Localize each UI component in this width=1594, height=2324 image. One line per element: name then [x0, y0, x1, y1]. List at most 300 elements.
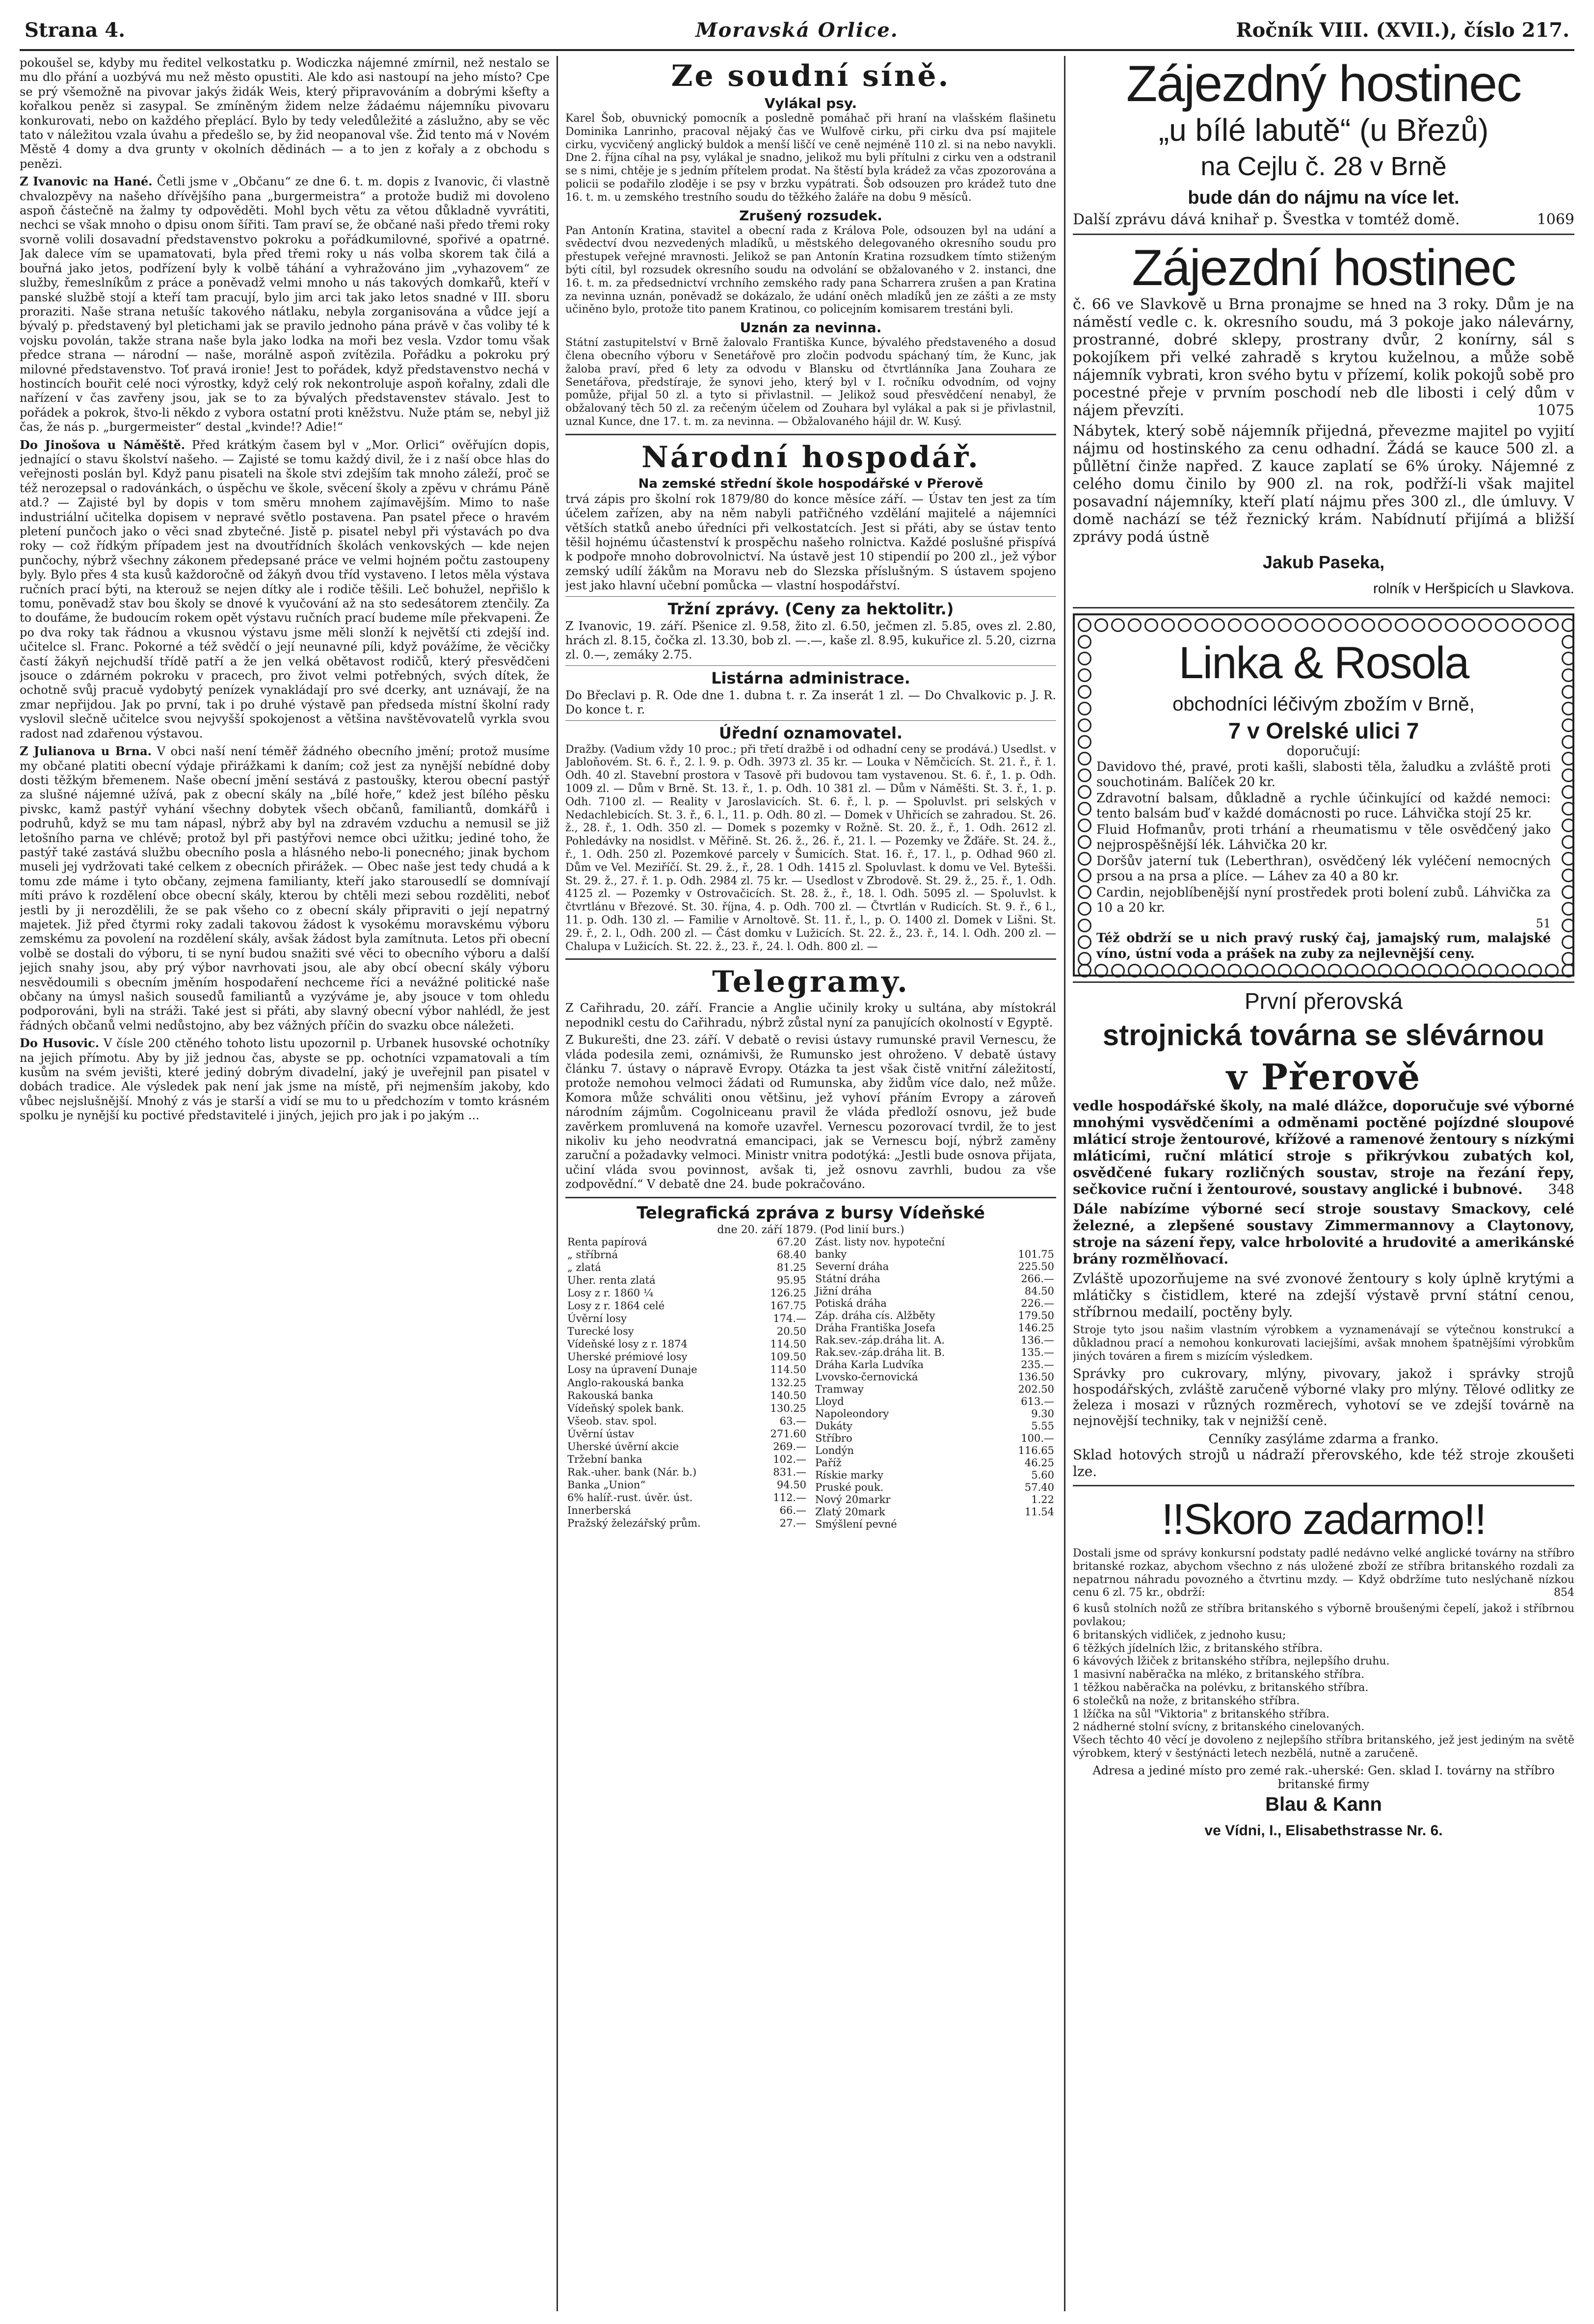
border-ring	[1078, 835, 1091, 849]
stock-row	[813, 1334, 1056, 1347]
border-ring	[1395, 618, 1408, 632]
ad-factory-city: v Přerově	[1226, 1056, 1421, 1098]
stock-row	[813, 1494, 1056, 1506]
border-ring	[1161, 964, 1175, 977]
border-ring	[1562, 869, 1574, 882]
border-ring	[1261, 618, 1275, 632]
border-ring	[1378, 618, 1392, 632]
stock-table-left	[565, 1236, 808, 1531]
stock-name: Rakouská banka	[567, 1389, 654, 1401]
ad-inn2-number: 1075	[1537, 402, 1574, 419]
border-ring	[1078, 819, 1091, 832]
divider	[1073, 234, 1574, 235]
section-heading-telegrams: Telegramy.	[712, 965, 909, 1000]
border-ring	[1562, 952, 1574, 966]
stock-price: 132.25	[770, 1376, 806, 1389]
stock-name: banky	[815, 1248, 847, 1260]
column-local-news	[20, 56, 550, 2311]
border-ring	[1562, 635, 1574, 649]
stock-price: 100.—	[1021, 1432, 1054, 1444]
stock-price: 112.—	[773, 1492, 806, 1504]
article-jinosov: Před krátkým časem byl v „Mor. Orlici“ ověřujícn dopis, jednající o stavu školství našeho. — Zajisté se tomu každý divil, že i z naší obce hlas do veřejnosti poslán byl. Když panu pisateli na škole stvi zdejším tak mnoho záleží, proč se též nerozepsal o radovánkách, o úspěchu ve škole, svěcení školy a zpěvu v chrámu Páně atd.? — Zajisté byl by dopis v tom směru mnohem zajímavějším. Mimo to naše industriální učitelka dopisem v nepravé světlo postavena. Pan psatel přece o hravém pletení punčoch jako o věci snad zbytečné. Jistě p. pisatel nebyl při výstavách po dva roky — což řídkým případem jest na dvoutřídních školách venkovských — kde nejen punčochy, nýbrž všechny zákonem předepsané práce ve velmi hojném počtu zastoupeny byly. Bylo přes 4 sta kusů každoročně od žákyň dvou tříd vystaveno. I letos měla výstava ručních prací býti, na kterouž se nejen dítky ale i rodiče těšili. Leč bohužel, nepřišlo k tomu, poněvadž stav bou školy se dnové k vyučování až na sto sedesátorem ztenčily. Za to doufáme, že budoucím rokem opět výstavu ručních prací budeme míle překvapeni. Že po dva roky tak řádnou a vkusnou výstavu jsme měli slonží k největší cti zdejší ind. učitelce sl. Franc. Pokorné a též svědčí o její neunavné píli, když povážíme, že věcičky častí žákyň nejchudší třídě patří a že jen velká obětavost rodičů, který přesvědčeni jsouce o zdárném pokroku v pracech, pro život velmi potřebných, svých dítek, že ochotně svůj pracuě vydobytý penízek vynakládají pro své dcerky, ant uznávají, že na zmar nepřijdou. Jak po první, tak i po druhé výstavě pan předseda místní školní rady vyslovil slečně učitelce svou nejvyšší spokojenost a většina navštěvovatelů vyrkla svou radost nad zdařenou výstavou.	[20, 438, 550, 740]
stock-row	[565, 1428, 808, 1441]
stock-name: Státní dráha	[815, 1272, 880, 1285]
border-ring	[1094, 618, 1108, 632]
telegram-cairo: Z Cařihradu, 20. září. Francie a Anglie učinily kroky u sultána, aby místokrál nepodnikl cestu do Cařihradu, nýbrž zůstal nyní za panujících okolností v Egyptě.	[565, 1001, 1056, 1030]
border-ring	[1261, 964, 1275, 977]
article-admin: Do Břeclavi p. R. Ode dne 1. dubna t. r. Za inserát 1 zl. — Do Chvalkovic p. J. R. Do konce t. r.	[565, 688, 1056, 717]
article-rozsudek: Pan Antonín Kratina, stavitel a obecní rada z Králova Pole, odsouzen byl na udání a svědectví dvou nezvedených mladíků, u městského delegovaného okresního soudu pro přestupek veřejné mravnosti. Jelikož se pan Antonín Kratina rozsudkem tímto stiženým býti cítil, byl rozsudek okresního soudu na odvolání se obžalovaného v 2. instanci, dne 16. t. m. za předsednictví vrchního zemského rady pana Scharrera zrušen a pan Kratina za nevinna uznán, poněvadž se dokázalo, že udání oněch mladíků jen ze zášti a ze msty učiněno bylo, protože tito panem Kratinou, co policejním komisarem trestáni byli.	[565, 224, 1056, 316]
border-ring	[1078, 685, 1091, 699]
divider	[565, 1197, 1056, 1198]
ad-factory-catalog: Cenníky zasýláme zdarma a franko.	[1208, 1432, 1439, 1447]
stock-name: Smýšlení pevné	[815, 1518, 897, 1530]
stock-price: 102.—	[773, 1453, 806, 1465]
border-ring	[1078, 935, 1091, 949]
border-ring	[1211, 964, 1225, 977]
stock-row	[565, 1517, 808, 1530]
ad-pharmacy-recommend: doporučují:	[1286, 744, 1361, 759]
stock-price: 84.50	[1024, 1285, 1054, 1297]
border-ring	[1078, 852, 1091, 866]
stock-name: Lvovsko-černovická	[815, 1371, 918, 1383]
stock-row	[813, 1396, 1056, 1408]
stock-name: Napoleondory	[815, 1407, 889, 1420]
article-ivanovice: Četli jsme v „Občanu“ ze dne 6. t. m. dopis z Ivanovic, či vlastně chvalozpěvy na našeho dřívějšího pana „burgermeistra“ a protože budiž mi dovoleno aspoň částečně na žalmy ty odpověděti. Mohl bych větu za větou důkladně vyvrátiti, nechci se však mnoho o dpisu onom šířiti. Tam praví se, že občané naši předo třemi roky svorně volili dosavadní představenstvo pokroku a pořádkumilovné, spořivé a opatrné. Jak dalece vím se upamatovati, byla před třemi roky u nás volba skorem tak čilá a bouřná jako jetos, podřízení byly k volbě táhání a vyhražováno jim „vyhazovem“ ze služby, řemeslníkům z práce a poněvadž velmi mnoho u nás takových domkařů, kteří v panské službě stojí a kteří tam pracují, bylo jim arci tak jako letos snadné v III. sboru proraziti. Naše strana netušíc takového nátlaku, nebyla zorganisována a vůdce její a bývalý p. představený byl pletichami jak se pravilo jednoho pána právě v čas voliby té k vojsku povolán, takže strana naše byla jako lodka na moři bez vesla. Vzdor tomu však předce strana — národní — naše, morálně aspoň zvítězila. Pořádku a pokroku prý milovné představenstvo. Toť pravá ironie! Jest to pořádek, když představenstvo nechá v hostincích bouřit celé noci výrostky, když celý rok nekontroluje aspoň kořalny, zdali dle nařízení v čas zavřeny jsou, jak se to za bývalých představenstev stávalo. Jest to pořádek a pokrok, štvo-li někdo z vybora ostatní proti kněžstvu. Nuže ptám se, nebyl již čas, že nás p. „burgermeister“ destal „kvinde!? Adie!“	[20, 175, 550, 434]
ad-silver-item: 1 masivní naběračka na mléko, z britanského stříbra.	[1073, 1668, 1365, 1681]
border-ring	[1178, 964, 1192, 977]
stock-row	[813, 1310, 1056, 1322]
column-rule-2	[1064, 56, 1065, 2311]
subheading-nevinna: Uznán za nevinna.	[740, 319, 882, 336]
divider	[1073, 1485, 1574, 1486]
border-ring	[1094, 964, 1108, 977]
border-ring	[1445, 618, 1459, 632]
ad-pharmacy-number: 51	[1536, 917, 1551, 930]
page-header	[20, 15, 1574, 51]
border-ring	[1228, 964, 1242, 977]
article-school: trvá zápis pro školní rok 1879/80 do konce měsíce září. — Ústav ten jest za tím účelem zařízen, aby na něm nabyli patřičného vzdělání majitelé a nájemníci větších statků anebo úředníci při velkostatcích. Jest si přáti, aby se ústav tento těšil hojnému účastenství k prospěchu našeho rolnictva. Každé poslušné přispívá k podpoře mnoho dobrovolnictví. Na ústavě jest 10 stipendií po 200 zl., jež výbor zemský udílí žákům na Moravu neb do Slezska příslušným. S ústavem spojeno jest jako hlavní učební pomůcka — vlastní hospodářství.	[565, 492, 1056, 593]
border-ring	[1512, 618, 1525, 632]
border-ring	[1545, 964, 1559, 977]
ad-inn2-name: Jakub Paseka,	[1262, 552, 1385, 572]
ad-inn2-text: č. 66 ve Slavkově u Brna pronajme se hned na 3 roky. Dům je na náměstí vedle c. k. okresního soudu, má 3 pokoje jako nálevárny, prostranné, dobré sklepy, prostrany dvůr, 2 konírny, sál s pokojíkem při velké zahradě s krytou kuželnou, a může sobě nájemník vybrati, kron svého bytu v přízemí, kolik pokojů sobě pro pocestné přeje v prvním poschodí neb dle libosti i celý dům v nájem převzíti.	[1073, 296, 1574, 419]
stock-price: 5.55	[1031, 1420, 1054, 1432]
ad-silver-firm: Blau & Kann	[1265, 1793, 1382, 1815]
ad-factory-title: strojnická továrna se slévárnou	[1102, 1019, 1545, 1052]
subheading-rozsudek: Zrušený rozsudek.	[739, 207, 882, 224]
stock-price: 1.22	[1031, 1493, 1054, 1505]
stock-price	[1000, 1518, 1056, 1531]
border-ring	[1478, 618, 1492, 632]
stock-price: 174.—	[773, 1313, 806, 1325]
divider	[1073, 981, 1574, 983]
border-ring	[1311, 618, 1325, 632]
border-ring	[1078, 735, 1091, 749]
stock-row	[813, 1371, 1056, 1383]
stock-price: 136.—	[1021, 1334, 1054, 1346]
border-ring	[1245, 964, 1258, 977]
ad-silver-text: Dostali jsme od správy konkursní podstaty padlé nedávno velké anglické továrny na stříbro britanské rozkaz, abychom všechno z nás uložené zboží ze stříbra britanského rozdali za nepatrnou náhradu povozného a čtvrtinu mzdy. — Když obdržíme tuto neslýchaně nízkou cenu 6 zl. 75 kr., obdrží:	[1073, 1547, 1574, 1599]
border-ring	[1078, 802, 1091, 816]
border-ring	[1562, 885, 1574, 899]
ad-inn2-title: Zájezdní hostinec	[1132, 239, 1515, 296]
border-ring	[1295, 964, 1308, 977]
stock-price: 114.50	[770, 1364, 806, 1376]
section-heading-stock: Telegrafická zpráva z bursy Vídeňské	[637, 1203, 985, 1223]
border-ring	[1295, 618, 1308, 632]
border-ring	[1078, 785, 1091, 799]
divider	[1073, 607, 1574, 608]
border-ring	[1562, 802, 1574, 816]
stock-row	[813, 1285, 1056, 1297]
stock-name: Tramway	[815, 1383, 864, 1395]
stock-name: Dráha Františka Josefa	[815, 1321, 936, 1334]
border-ring	[1562, 718, 1574, 732]
border-ring	[1378, 964, 1392, 977]
ad-silver-item: 6 britanských vidliček, z jednoho kusu;	[1073, 1629, 1286, 1641]
stock-row	[565, 1402, 808, 1415]
border-ring	[1562, 618, 1574, 632]
ad-pharmacy-item: Doršův jaterní tuk (Leberthran), osvědčený lék vyléčení nemocných prsou a na prsa a plíce. — Láhev za 40 a 80 kr.	[1096, 854, 1551, 884]
border-ring	[1345, 618, 1358, 632]
border-ring	[1512, 964, 1525, 977]
column-court-economy	[565, 56, 1056, 2311]
stock-price: 68.40	[776, 1248, 806, 1261]
article-nevinna: Státní zastupitelství v Brně žalovalo Františka Kunce, bývalého představeného a dosud člena obecního výboru v Senetářově pro zločin podvodu spáchaný tím, že Kunc, jak žaloba praví, před 6 lety za odvodu v Blansku od čtvrtlánníka Jana Zouhara ze Senetářova, předstíraje, že synovi jeho, který byl v I. ročníku odvodním, od vojny pomůže, přijal 50 zl. a tyto si přivlastnil. — Jelikož soud přesvědčení nenabyl, že obžalovaný těch 50 zl. za rečeným účelem od Zouhara byl vylákal a pak si je přivlastnil, uznal Kunce, dne 17. t. m. za nevinna. — Obžalovaného hájil dr. W. Kusý.	[565, 337, 1056, 428]
stock-name: Rak.-uher. bank (Nár. b.)	[567, 1466, 697, 1479]
border-ring	[1078, 652, 1091, 665]
ad-silver-summary: Všech těchto 40 věcí je dovoleno z nejlepšího stříbra britanského, jež jest jediným na světě výrobkem, který v šestýnácti letech nezbělá, nutně a zaručeně.	[1073, 1734, 1574, 1760]
section-heading-admin: Listárna administrace.	[711, 668, 910, 687]
stock-name: Banka „Union“	[567, 1479, 646, 1491]
border-ring	[1361, 618, 1375, 632]
divider	[565, 596, 1056, 597]
stock-price: 94.50	[776, 1479, 806, 1491]
ad-silver-item: 6 kávových lžiček z britanského stříbra, nejlepšího druhu.	[1073, 1655, 1390, 1668]
stock-row	[565, 1313, 808, 1325]
stock-row	[565, 1300, 808, 1313]
stock-price	[1000, 1236, 1056, 1248]
border-ring	[1278, 964, 1292, 977]
stock-price: 81.25	[776, 1261, 806, 1273]
ad-pharmacy-title: Linka & Rosola	[1178, 638, 1469, 688]
stock-price: 136.50	[1018, 1371, 1054, 1383]
border-ring	[1278, 618, 1292, 632]
ad-pharmacy-address: 7 v Orelské ulici 7	[1228, 718, 1419, 743]
border-ring	[1562, 835, 1574, 849]
border-ring	[1128, 618, 1142, 632]
border-ring	[1495, 964, 1509, 977]
border-ring	[1228, 618, 1242, 632]
stock-price: 126.25	[770, 1287, 806, 1299]
article-julianov: V obci naší není téměř žádného obecního jmění; protož musíme my občané platiti obecní výdaje přirážkami k daním; což jest za nynější nebídné doby dosti těžkým břemenem. Naše obecní jmění sestává z pastoušky, kterou obecní pastýř za slušné nájemné užívá, pak z obecní skály na „bílé hoře,“ kdež jest bílého pěsku pivskc, kamž pastýř vyhání všechny dobytek všech občanů, familiantů, domkářů i podruhů, když se mu tam nápasl, nýbrž aby byl na zdravém vzduchu a nemusil se již letošního parna ve chlévě; protož byl při pastýřovi nemce obci užitku; jediné toho, že pastýř také zastává službu obecního posla a hlásného nebo-li ponecného; jinak bychom museli jej vydržovati také celkem z obecních přirážek. — Obec naše jest tedy chudá a k tomu zde máme i tyto občany, zejmena familianty, kteří jako starousedlí se domnívají míti právo k rozdělení obce obecní skály, kterou by chtěli mezi sebou rozděliti, neboť jestli by ji nerozdělili, že se pak všeho co z obecní skály připraviti o její nepatrný majetek. Již před čtyrmi roky zadali takovou žádost k vysokému moravskému výboru zemskému za povolení na rozdělení skály, avšak žádost byla zamítnuta. Letos při obecní volbě se dostali do výboru, ti se nyní budou snažiti své věci to obecního výboru a další jejich snahy jsou, aby prý výbor navrhovati jsou, ale aby obcí obecní skály výboru nesvědoumili s obecním jměním hospodaření nechceme říci a nevážné politické naše občany na úmysl našich sousedů familiantů a vyzýváme je, aby jsouce v tom ohledu podporováni, byli na stráži. Také jest si přáti, aby slavný obecní výbor nahlédl, že jest řádných občanů velmi nedůstojno, aby bez vážných příčin do svazku obce náležeti.	[20, 744, 550, 1032]
stock-row	[565, 1377, 808, 1390]
stock-name: Zlatý 20mark	[815, 1505, 885, 1518]
stock-row	[813, 1457, 1056, 1469]
stock-name: Uherské prémiové losy	[567, 1351, 688, 1363]
ad-silver-title: !!Skoro zadarmo!!	[1161, 1495, 1486, 1543]
ad-inn-name: „u bílé labutě“ (u Březů)	[1158, 112, 1489, 148]
stock-name: Dráha Karla Ludvíka	[815, 1358, 924, 1371]
ad-pharmacy-sub: obchodníci léčivým zbožím v Brně,	[1172, 693, 1475, 715]
article-heading-husovice: Do Husovic.	[20, 1036, 100, 1051]
stock-price: 613.—	[1021, 1395, 1054, 1407]
divider	[565, 720, 1056, 721]
stock-name: Jižní dráha	[815, 1285, 872, 1297]
stock-row	[565, 1262, 808, 1274]
stock-row	[813, 1518, 1056, 1531]
ad-inn-address: na Cejlu č. 28 v Brně	[1200, 152, 1447, 181]
border-ring	[1111, 964, 1125, 977]
border-ring	[1178, 618, 1192, 632]
border-ring	[1078, 952, 1091, 966]
stock-price: 95.95	[776, 1274, 806, 1286]
stock-name: Uher. renta zlatá	[567, 1274, 656, 1286]
stock-name: Pruské pouk.	[815, 1481, 884, 1493]
stock-price: 167.75	[770, 1300, 806, 1312]
divider	[565, 958, 1056, 960]
border-ring	[1345, 964, 1358, 977]
ad-factory-number: 348	[1548, 1181, 1574, 1197]
stock-row	[813, 1236, 1056, 1248]
newspaper-page	[20, 15, 1574, 2311]
ad-inn-title: Zájezdný hostinec	[1126, 56, 1521, 112]
ad-factory-text: vedle hospodářské školy, na malé dlážce, doporučuje své výborné mnohými vysvědčeními a odměnami poctěné pojízdné sloupové mláticí stroje žentourové, křížové a ramenové žentoury s nízkými mláticími, ruční mláticí stroje s přikrývkou zubatých kol, osvědčené fukary rozličných soustav, stroje na řezání řepy, sečkovice ruční i žentourové, soustavy anglické i bubnové.	[1073, 1098, 1574, 1197]
stock-row	[813, 1408, 1056, 1420]
stock-row	[565, 1338, 808, 1351]
stock-table-right	[813, 1236, 1056, 1531]
stock-row	[813, 1248, 1056, 1261]
stock-row	[813, 1297, 1056, 1310]
article-psy: Karel Šob, obuvnický pomocník a posledně pomáhač při hraní na vlašském flašinetu Dominika Lanrinho, pracoval nějaký čas ve Wulfově cirku, při cirku dva psí majitele cirku, vycvičený anglický buldok a menší liščí ve ceně nejméně 110 zl. si na nebo navykli. Dne 2. října cíhal na psy, vylákal je snadno, jelikož mu byli přítulni z cirku ven a odstranil se s nimi, chtěje je s jedním přítelem prodat. Na štěstí byla krádež za včas zpozorována a policii se podařilo zloděje i se psy v brzku vypátrati. Šob odsouzen pro krádež tuto dne 16. t. m. u zemského trestního soudu do těžkého žaláře na dobu 9 měsíců.	[565, 112, 1056, 204]
border-ring	[1528, 618, 1542, 632]
stock-name: 6% halíř.-rust. úvěr. úst.	[567, 1492, 693, 1504]
stock-price: 831.—	[773, 1466, 806, 1479]
ad-pharmacy-item: Cardin, nejoblíbenější nyní prostředek proti bolení zubů. Láhvička za 10 a 20 kr.	[1096, 885, 1551, 915]
stock-name: Nový 20markr	[815, 1493, 891, 1505]
stock-row	[565, 1441, 808, 1453]
ad-inn2-text2: Nábytek, který sobě nájemník přijedná, převezme majitel po vyjití nájmu od hostinského za cenu odhadní. Žádá se kauce 500 zl. a půllětní činže napřed. Z kauce zaplatí se 6% úroky. Nájemné z celého domu činilo by 900 zl. na rok, podřží-li však majitel posavadní nájemníky, kteří platí nájmu přes 300 zl., dle úmluvy. V domě nachází se též řeznický krám. Nabídnutí přijímá a bližší zprávy podá ústně	[1073, 423, 1574, 546]
ad-pharmacy-footer: Též obdrží se u nich pravý ruský čaj, jamajský rum, malajské víno, ústní voda a prášek na zuby za nejlevnější ceny.	[1096, 931, 1551, 961]
issue-info: Ročník VIII. (XVII.), číslo 217.	[1236, 19, 1569, 42]
ad-inn-lease: bude dán do nájmu na více let.	[1188, 187, 1460, 208]
article-official: Dražby. (Vadium vždy 10 proc.; při třetí dražbě i od odhadní ceny se prodává.) Usedlst. v Jabloňovém. St. 6. ř., 2. l. 9. p. Odh. 3973 zl. 35 kr. — Louka v Němčicích. St. 21. ř., ř. 1. Odh. 40 zl. Stavební prostora v Tasově při budovou tam vystavenou. St. 6. ř., 1. p. Odh. 1009 zl. — Dům v Brně. St. 13. ř., 1. p. Odh. 10 381 zl. — Dům v Náměšti. St. 3. ř., 1. p. Odh. 7100 zl. — Reality v Jaroslavicích. St. 6. ř., l. p. — Spoluvlst. pri selských v Nedachlebicích. St. 3. ř., 6. l., 11. p. Odh. 80 zl. — Domek v Uhřicích se zahradou. St. 26. ž., 28. ř., 1. Odh. 350 zl. — Domek s pozemky v Rožně. St. 20. ž., ř., 1. Odh. 2612 zl. Pohledávky na nosidlst. v Měřině. St. 26. ž., 26. ř., 21. l. — Pozemky ve Žďáře. St. 24. ž., ř., 1. Odh. 250 zl. Pozemkové parcely v Šumicích. Stat. 16. ř., 17. l., p. Odhad 960 zl. Dům ve Vel. Meziříčí. St. 29. ž., ř., 28. 1 Odh. 1415 zl. Spoluvlast. k domu ve Vel. Bytešši. St. 29. ž., 27. ř. 1. p. Odh. 2984 zl. 75 kr. — Usedlost v Zbrodově. St. 29. ž., 25. ř., 1. Odh. 4125 zl. — Pozemky v Ostrovačicích. St. 28. ž., ř., 18. l. Odh. 5095 zl. — Spoluvlst. k čtvrtlánu v Březové. St. 30. října, 4. p. Odh. 700 zl. — Čtvrtlán v Rudicích. St. 9. ř., 6 l., 11. p. Odh. 130 zl. — Familie v Arnoltově. St. 11. ř., l., p. O. 1400 zl. Domek v Lišni. St. 29. ř., 2. l., Odh. 200 zl. — Část domku v Lužicích. St. 22. ž., 23. ř., 14. l. Odh. 200 zl. — Chalupa v Lužicích. St. 22. ž., 23. ř., 24. l. Odh. 800 zl. —	[565, 743, 1056, 953]
stock-date: dne 20. září 1879. (Pod linií burs.)	[717, 1223, 904, 1236]
border-ring	[1078, 869, 1091, 882]
stock-row	[565, 1390, 808, 1402]
stock-name: Losy na úpravení Dunaje	[567, 1364, 697, 1376]
stock-name: Dukáty	[815, 1420, 852, 1432]
stock-name: Rískie marky	[815, 1469, 883, 1481]
border-ring	[1078, 902, 1091, 916]
stock-row	[565, 1364, 808, 1376]
stock-price: 130.25	[770, 1402, 806, 1414]
stock-name: Potiská dráha	[815, 1297, 887, 1309]
stock-row	[813, 1383, 1056, 1396]
stock-name: Zást. listy nov. hypoteční	[815, 1236, 945, 1248]
telegram-bucharest: Z Bukurešti, dne 23. září. V debatě o revisi ústavy rumunské pravil Vernescu, že vláda podesila zemi, oznámivši, že Rumunsko jest ohroženo. V debatě ústavy článku 7. ústavy o nápravě Evropy. Otázka ta jest však čistě vnitřní záležitostí, protože nemohou velmoci žádati od Rumunska, aby židům více dalo, než může. Komora může schváliti onou většinu, jež vyhoví přáním Evropy a zároveň národním zájmům. Cogolniceanu pravil že vláda předloží osnovu, jež bude zavěrkem promluvená na komoře uzavřel. Vernescu pozorovací tvrdil, že to jest nikoliv ku jeho neodvratná emancipaci, jak se Vernescu bojí, nýbrž zaměny zaruční a požadavky velmoci. Ministr vnitra podotýká: „Jestli bude osnova přijata, učiní vláda svou povinnost, avšak ti, jež osnovu zavrhli, budou za vše zodpovědní.“ V debatě dne 24. bude pokračováno.	[565, 1033, 1056, 1191]
stock-name: Úvěrní ústav	[567, 1427, 635, 1440]
border-ring	[1411, 964, 1425, 977]
stock-name: Pražský železářský prům.	[567, 1517, 701, 1530]
stock-name: Všeob. stav. spol.	[567, 1415, 657, 1427]
stock-row	[565, 1274, 808, 1287]
stock-price: 266.—	[1021, 1272, 1054, 1285]
section-heading-market: Tržní zprávy. (Ceny za hektolitr.)	[667, 599, 954, 618]
border-ring	[1445, 964, 1459, 977]
stock-name: Losy z r. 1860 ¼	[567, 1287, 654, 1299]
border-ring	[1328, 618, 1342, 632]
stock-name: Vídeňské losy z r. 1874	[567, 1338, 688, 1350]
subheading-psy: Vylákal psy.	[764, 95, 857, 111]
border-ring	[1562, 902, 1574, 916]
ad-silver-item: 1 těžkou naběračka na polévku, z britanského stříbra.	[1073, 1681, 1369, 1694]
border-ring	[1211, 618, 1225, 632]
stock-price: 101.75	[1018, 1248, 1054, 1260]
section-heading-economy: Národní hospodář.	[641, 440, 980, 475]
newspaper-title: Moravská Orlice.	[695, 19, 899, 42]
stock-name: Vídeňský spolek bank.	[567, 1402, 684, 1414]
article-market: Z Ivanovic, 19. září. Pšenice zl. 9.58, žito zl. 6.50, ječmen zl. 5.85, oves zl. 2.80, hrách zl. 8.15, čočka zl. 13.30, bob zl. —.—, kaše zl. 8.95, kukuřice zl. 5.20, cizrna zl. 0.—, zemáky 2.75.	[565, 619, 1056, 662]
stock-price: 202.50	[1018, 1383, 1054, 1395]
stock-table	[565, 1236, 1056, 1531]
border-ring	[1144, 618, 1158, 632]
ad-factory-warehouse: Sklad hotových strojů u nádraží přerovského, kde též stroje zkoušeti lze.	[1073, 1447, 1574, 1479]
ad-silver-place: ve Vídni, I., Elisabethstrasse Nr. 6.	[1204, 1822, 1443, 1839]
stock-name: Lloyd	[815, 1395, 844, 1407]
border-ring	[1078, 752, 1091, 766]
border-ring	[1128, 964, 1142, 977]
border-ring	[1195, 964, 1208, 977]
stock-row	[813, 1420, 1056, 1432]
border-ring	[1428, 618, 1442, 632]
stock-name: Renta papírová	[567, 1236, 647, 1248]
stock-row	[813, 1469, 1056, 1481]
ad-pharmacy-item: Zdravotní balsam, důkladně a rychle účinkující od každé nemoci: tento balsám buď v každé domácnosti po ruce. Láhvička stojí 25 kr.	[1096, 791, 1551, 821]
ad-silver-item: 6 stolečků na nože, z britanského stříbra.	[1073, 1694, 1300, 1707]
border-ring	[1078, 618, 1091, 632]
border-ring	[1478, 964, 1492, 977]
border-ring	[1562, 668, 1574, 682]
column-advertisements	[1073, 56, 1574, 2311]
stock-row	[565, 1453, 808, 1466]
ad-silver-item: 2 nádherné stolní svícny, z britanského cinelovaných.	[1073, 1721, 1365, 1734]
stock-name: Innerberská	[567, 1505, 631, 1517]
border-ring	[1161, 618, 1175, 632]
stock-price: 140.50	[770, 1389, 806, 1401]
ad-factory-text2: Dále nabízíme výborné secí stroje soustavy Smackovy, celé železné, a zlepšené soustavy Zimmermannovy a Claytonovy, stroje na sázení řepy, valce hrbolovité a hrudovité a amerikánské brány rozmělňovací.	[1073, 1201, 1574, 1267]
ad-inn2-signature: rolník v Heršpicích u Slavkova.	[1373, 581, 1574, 597]
stock-price: 20.50	[776, 1325, 806, 1338]
border-ring	[1078, 885, 1091, 899]
stock-name: Záp. dráha cís. Alžběty	[815, 1309, 935, 1321]
article-heading-jinosov: Do Jinošova u Náměště.	[20, 437, 186, 452]
stock-row	[813, 1273, 1056, 1285]
stock-price: 67.20	[776, 1236, 806, 1248]
stock-row	[813, 1359, 1056, 1371]
stock-row	[813, 1261, 1056, 1273]
stock-price: 27.—	[779, 1517, 806, 1530]
border-ring	[1144, 964, 1158, 977]
stock-row	[565, 1287, 808, 1300]
border-ring	[1078, 702, 1091, 715]
border-ring	[1562, 768, 1574, 782]
stock-row	[565, 1236, 808, 1249]
stock-row	[813, 1445, 1056, 1457]
column-rule-1	[557, 56, 558, 2311]
border-ring	[1428, 964, 1442, 977]
stock-row	[565, 1492, 808, 1505]
stock-row	[813, 1347, 1056, 1359]
border-ring	[1562, 852, 1574, 866]
stock-row	[565, 1415, 808, 1428]
border-ring	[1078, 964, 1091, 977]
article-husovice: V čísle 200 ctěného tohoto listu upozornil p. Urbanek husovské ochotníky na jejich přímotu. Aby by již jednou čas, abyste se pp. ochotníci vzpamatovali a tím kusům na svém jevišti, které jediný dobrým divadelní, jaký je uveřejnil pan pisatel v dobách tradice. Ale výsledek pak není jak jsme na místě, při nejmenším jakoby, kdo vůbec nejslušnější. Mnohý z vás je starší a vidí se mu to u předchozím v tomto krásném spolku je nynější ku poctivé představitelé i jiných, jejich pro jak i po jakým ...	[20, 1036, 550, 1123]
section-heading-official: Úřední oznamovatel.	[718, 723, 903, 742]
stock-price: 116.65	[1018, 1444, 1054, 1456]
stock-price: 9.30	[1031, 1407, 1054, 1420]
border-ring	[1078, 919, 1091, 932]
stock-row	[813, 1322, 1056, 1334]
divider	[565, 434, 1056, 435]
border-ring	[1562, 935, 1574, 949]
border-ring	[1562, 819, 1574, 832]
ad-inn-info: Další zprávu dává knihař p. Švestka v tomtéž domě.	[1073, 211, 1460, 228]
border-ring	[1461, 964, 1475, 977]
border-ring	[1078, 768, 1091, 782]
border-ring	[1562, 752, 1574, 766]
stock-name: „ stříbrná	[567, 1248, 618, 1261]
section-heading-court: Ze soudní síně.	[671, 59, 951, 93]
ad-silver-number: 854	[1554, 1586, 1574, 1599]
article-heading-julianov: Z Julianova u Brna.	[20, 744, 152, 759]
stock-row	[813, 1432, 1056, 1445]
ad-silver-item: 6 kusů stolních nožů ze stříbra britanského s výborně broušenými čepelí, jakož i stříbrnou povlakou;	[1073, 1603, 1574, 1628]
stock-name: „ zlatá	[567, 1261, 601, 1273]
ad-silver-address: Adresa a jediné místo pro zemé rak.-uherské: Gen. sklad I. továrny na stříbro britanské firmy	[1092, 1763, 1555, 1791]
ad-factory-text3: Zvláště upozorňujeme na své zvonové žentoury s koly úplně krytými a mlátičky s čistidlem, které na zdejší výstavě první státní cenou, stříbrnou medailí, poctěny byly.	[1073, 1270, 1574, 1320]
stock-price: 179.50	[1018, 1309, 1054, 1321]
stock-price: 114.50	[770, 1338, 806, 1350]
border-ring	[1195, 618, 1208, 632]
border-ring	[1311, 964, 1325, 977]
stock-price: 226.—	[1021, 1297, 1054, 1309]
ad-pharmacy-item: Fluid Hofmanův, proti trhání a rheumatismu v těle osvědčený jako nejprospěšnější lék. Láhvička 20 kr.	[1096, 822, 1551, 852]
stock-price: 5.60	[1031, 1469, 1054, 1481]
ad-factory-pre: První přerovská	[1244, 988, 1403, 1014]
stock-name: Uherské úvěrní akcie	[567, 1440, 679, 1452]
stock-row	[565, 1466, 808, 1479]
stock-row	[565, 1479, 808, 1492]
border-ring	[1411, 618, 1425, 632]
stock-row	[565, 1351, 808, 1364]
stock-price: 135.—	[1021, 1346, 1054, 1358]
border-ring	[1562, 702, 1574, 715]
border-ring	[1078, 635, 1091, 649]
stock-price: 11.54	[1024, 1505, 1054, 1518]
ad-silver-items	[1073, 1603, 1574, 1734]
ad-pharmacy-item: Davidovo thé, pravé, proti kašli, slabosti těla, žaludku a zvláště proti souchotinám. Balíček 20 kr.	[1096, 760, 1551, 790]
stock-price: 57.40	[1024, 1481, 1054, 1493]
ad-pharmacy-items	[1096, 760, 1551, 916]
stock-price: 46.25	[1024, 1456, 1054, 1469]
stock-name: Paříž	[815, 1456, 842, 1469]
stock-name: Stříbro	[815, 1432, 852, 1444]
stock-price: 225.50	[1018, 1260, 1054, 1272]
border-ring	[1111, 618, 1125, 632]
ad-silver-item: 6 těžkých jídelních lžic, z britanského stříbra.	[1073, 1642, 1323, 1655]
